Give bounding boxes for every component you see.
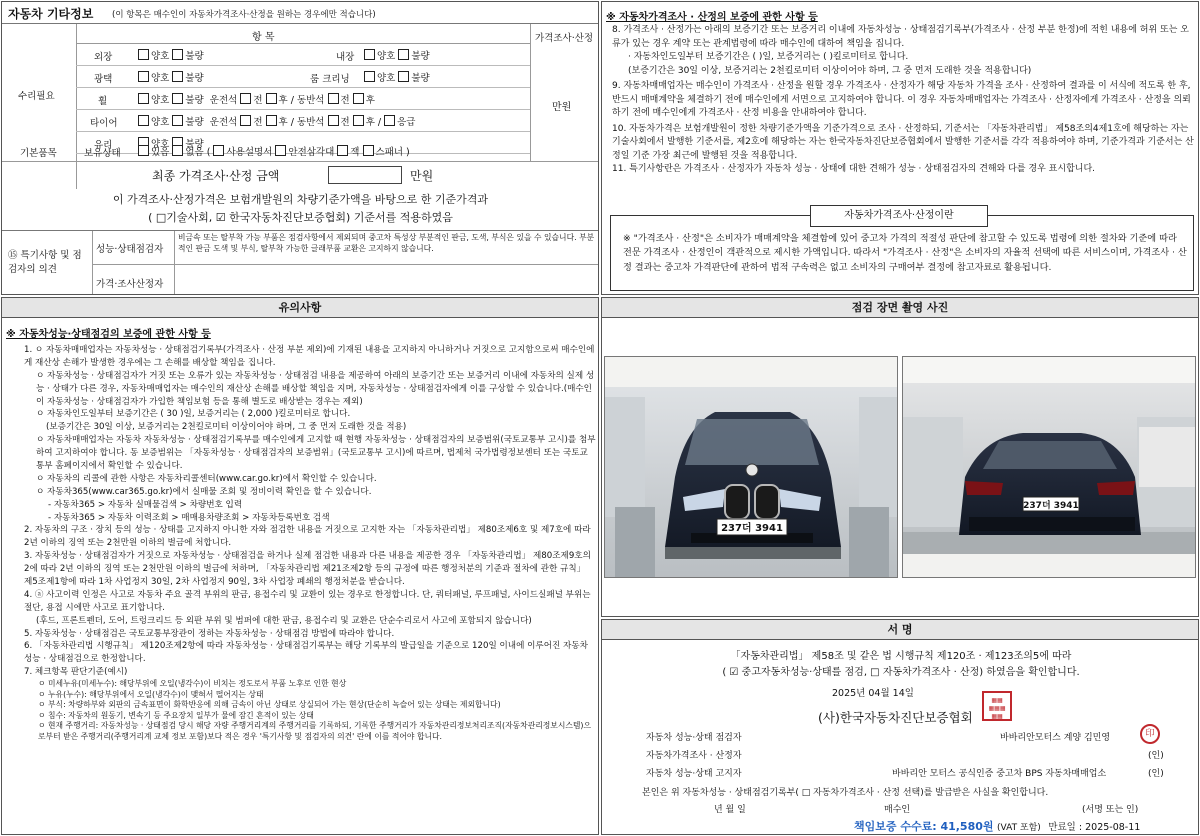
notice-item: 6. 「자동차관리법 시행규칙」 제120조제2항에 따라 자동차성능 · 상태점검기록부는 해당 기록부의 발급일을 기준으로 120일 이내에 이루어진 자동차 성능 · 상태점검으로 한정합니다. xyxy=(24,641,588,665)
notice-header: 유의사항 xyxy=(2,298,598,318)
basic-items-label: 기본품목 xyxy=(20,148,57,159)
row-label: 외장 xyxy=(94,52,113,63)
signer-row xyxy=(602,746,1199,764)
row-label: 광택 xyxy=(94,74,113,85)
inspector-opinion: 비금속 또는 탈부착 가능 부품은 점검사항에서 제외되며 중고차 특성상 부분적인 판금, 도색, 부식은 있을 수 있습니다. 부분적인 판금 도색 및 부식, 탈부착 가능한 글래부품 교환은 고지하지 않습니다. xyxy=(178,233,595,253)
checkbox-rear[interactable] xyxy=(353,93,364,104)
row-tire: 타이어 양호 불량 운전석 전 후 / 동반석 전 후 / 응급 xyxy=(76,110,530,132)
checkbox-bad[interactable] xyxy=(398,49,409,60)
signer-label: 자동차가격조사 · 산정자 xyxy=(646,751,742,761)
criteria-item: ㅇ 침수: 자동차의 원동기, 변속기 등 주요장치 일부가 물에 잠긴 흔적이 있는 상태 xyxy=(38,710,314,720)
row-gloss: 광택 양호 불량 룸 크리닝 양호 불량 xyxy=(76,66,530,88)
criteria-item: ㅇ 미세누유(미세누수): 해당부위에 오일(냉각수)이 비치는 정도로서 부품 노후로 인한 현상 xyxy=(38,679,347,689)
checkbox-rear[interactable] xyxy=(266,93,277,104)
signer-seal-mark: (인) xyxy=(1148,769,1164,779)
notice-item: ㅇ 자동차인도일부터 보증기간은 ( 30 )일, 보증거리는 ( 2,000 )킬로미터로 합니다. xyxy=(36,409,351,420)
column-header-price: 가격조사·산정 xyxy=(535,33,594,44)
photo-header: 점검 장면 촬영 사진 xyxy=(602,298,1198,318)
section-title xyxy=(2,2,599,24)
item-8: 8. 가격조사 · 산정가는 아래의 보증기간 또는 보증거리 이내에 자동차성능 · 상태점검기록부(가격조사 · 산정 부분 한정)에 적힌 내용에 허위 또는 오류가 있는 경우 계약 또는 관계법령에 따라 매수인에 대하여 책임을 집니다. xyxy=(612,25,1189,49)
checkbox-spanner[interactable] xyxy=(363,145,374,156)
checkbox-have[interactable] xyxy=(138,145,149,156)
panel-title: 자동차 기타정보 xyxy=(8,7,94,21)
association-name: (사)한국자동차진단보증협회 xyxy=(818,710,973,725)
criteria-item: ㅇ 부식: 차량하부와 외판의 금속표면이 화학반응에 의해 금속이 아닌 상태로 상실되어 가는 현상(단순히 녹슬어 있는 상태는 제외합니다) xyxy=(38,700,501,710)
item-9: 9. 자동차매매업자는 매수인이 가격조사 · 산정을 원할 경우 가격조사 · 산정자가 해당 자동차 가격을 조사 · 산정하여 결과를 이 서식에 적도록 한 후, 반드시 매매계약을 체결하기 전에 매수인에게 서면으로 고지하여야 합니다. 이 경우 자동차매매업자는 가격조사 · 산정자에게 가격조사 · 산정을 의뢰하기 전에 매수인에게 가격조사 · 산정 비용을 안내하여야 합니다. xyxy=(612,81,1191,118)
basis-line-1: 이 가격조사·산정가격은 보험개발원의 차량기준가액을 바탕으로 한 기준가격과 xyxy=(112,193,489,206)
criteria-list xyxy=(24,679,596,742)
row-basic-items: 기본품목 보유상태 있음 없음 ( 사용설명서 안전삼각대 잭 스패너 ) xyxy=(2,140,599,162)
association-seal: ▦▦ ▦▦▦ ▦▦ xyxy=(982,691,1012,721)
column-header-item: 항 목 xyxy=(252,32,275,43)
signer-label: 자동차 성능·상태 고지자 xyxy=(646,769,742,779)
row-label-2: 룸 크리닝 xyxy=(310,74,350,85)
item-10: 10. 자동차가격은 보험개발원이 정한 차량기준가액을 기준가격으로 조사 · 산정하되, 기준서는 「자동차관리법」 제58조의4제1호에 해당하는 자는 기술사회에서 발행한 기준서를, 제2호에 해당하는 자는 한국자동차진단보증협회에서 발행한 기준서를 각각 적용하여야 하며, 기준가격과 기준서는 산정일 기준 가장 최근에 발행된 것을 적용합니다. xyxy=(612,123,1194,161)
definition-text: ※ "가격조사 · 산정"은 소비자가 매매계약을 체결함에 있어 중고차 가격의 적절성 판단에 참고할 수 있도록 법령에 의한 절차와 기준에 따라 전문 가격조사 · 산정인이 객관적으로 제시한 가액입니다. 따라서 "가격조사 · 산정"은 소비자의 자율적 선택에 따른 서비스이며, 가격조사 · 산정 결과는 중고차 가격판단에 관하여 법적 구속력은 없고 소비자의 구매여부 결정에 참고자료로 활용됩니다. xyxy=(623,233,1187,273)
checkbox-manual[interactable] xyxy=(213,145,224,156)
checkbox-good[interactable] xyxy=(138,115,149,126)
checkbox-good[interactable] xyxy=(364,71,375,82)
guarantee-items xyxy=(612,24,1194,177)
checkbox-rear[interactable] xyxy=(353,115,364,126)
rear-license-plate: 237더 3941 xyxy=(1023,501,1079,511)
buyer-label: 매수인 xyxy=(884,805,911,815)
notice-item: 4. ⓐ 사고이력 인정은 사고로 자동차 주요 골격 부위의 판금, 용접수리 및 교환이 있는 경우로 한정합니다. 단, 쿼터패널, 루프패널, 사이드실패널 부위는 절단, 용접 시에만 사고로 표기합니다. xyxy=(24,589,591,613)
issue-date: 2025년 04월 14일 xyxy=(832,688,914,699)
vehicle-other-info-panel xyxy=(1,1,599,295)
confirmation-line: ( ☑ 중고자동차성능·상태를 점검, □ 자동차가격조사 · 산정) 하였음을 확인합니다. xyxy=(722,667,1080,678)
rear-car-photo xyxy=(902,356,1196,578)
checkbox-bad[interactable] xyxy=(172,115,183,126)
row-label: 휠 xyxy=(98,96,108,107)
final-price-row xyxy=(2,165,599,185)
signature-header: 서 명 xyxy=(602,620,1198,640)
checkbox-rear[interactable] xyxy=(266,115,277,126)
legal-basis-line: 「자동차관리법」 제58조 및 같은 법 시행규칙 제120조 · 제123조의5에 따라 xyxy=(730,651,1072,662)
signature-panel xyxy=(601,619,1199,835)
basis-line-2: ( □기술사회, ☑ 한국자동차진단보증협회) 기준서를 적용하였음 xyxy=(148,211,453,224)
inspection-photo-panel xyxy=(601,297,1199,617)
checkbox-emergency[interactable] xyxy=(384,115,395,126)
price-unit-label: 만원 xyxy=(552,102,572,113)
notice-item: 1. ㅇ 자동차매매업자는 자동차성능 · 상태점검기록부(가격조사 · 산정 부분 제외)에 기재된 내용을 고지하지 아니하거나 거짓으로 고지함으로써 매수인에게 재산상 손해가 발생한 경우에는 그 손해를 배상할 책임을 집니다. xyxy=(24,345,595,368)
checkbox-bad[interactable] xyxy=(398,71,409,82)
checkbox-good[interactable] xyxy=(138,49,149,60)
row-glass: 유리 양호 불량 xyxy=(76,132,530,154)
row-wheel: 휠 양호 불량 운전석 전 후 / 동반석 전 후 xyxy=(76,88,530,110)
panel-title: ※ 자동차가격조사 · 산정의 보증에 관한 사항 등 xyxy=(606,12,818,23)
checkbox-bad[interactable] xyxy=(172,71,183,82)
basic-items-sub: 보유상태 xyxy=(84,148,121,159)
checkbox-front[interactable] xyxy=(240,115,251,126)
signer-row xyxy=(602,728,1199,746)
checkbox-good[interactable] xyxy=(138,93,149,104)
signer-value: 바바리안모터스 계양 김민영 xyxy=(1000,733,1111,743)
notice-item: 5. 자동차성능 · 상태점검은 국토교통부장관이 정하는 자동차성능 · 상태점검 방법에 따라야 합니다. xyxy=(24,628,395,639)
guarantee-fee xyxy=(854,818,1140,834)
panel-note: (이 항목은 매수인이 자동차가격조사·산정을 원하는 경우에만 적습니다) xyxy=(112,10,376,20)
signer-seal-mark: (인) xyxy=(1148,751,1164,761)
signer-label: 자동차 성능·상태 점검자 xyxy=(646,733,742,743)
checkbox-jack[interactable] xyxy=(337,145,348,156)
final-price-input[interactable] xyxy=(328,166,402,184)
notice-item: 2. 자동차의 구조 · 장치 등의 성능 · 상태를 고지하지 아니한 자와 점검한 내용을 거짓으로 고지한 자는 「자동차관리법」 제80조제6호 및 제7호에 따라 2년 이하의 징역 또는 2천만원 이하의 벌금에 처합니다. xyxy=(24,525,591,549)
final-price-label: 최종 가격조사·산정 금액 xyxy=(152,169,280,183)
notice-panel xyxy=(1,297,599,835)
item-11: 11. 특기사항란은 가격조사 · 산정자가 자동차 성능 · 상태에 대한 견해가 성능 · 상태점검자의 견해와 다를 경우 표시합니다. xyxy=(612,164,1096,174)
appraiser-label: 가격·조사산정자 xyxy=(96,279,164,290)
notice-title: ※ 자동차성능·상태점검의 보증에 관한 사항 등 xyxy=(6,329,211,340)
notice-item: - 자동차365 > 자동차 실매물검색 > 차량번호 입력 xyxy=(48,499,243,510)
inspector-label: 성능·상태점검자 xyxy=(96,244,164,255)
fee-vat: (VAT 포함) xyxy=(997,823,1041,833)
inspector-seal: 印 xyxy=(1140,724,1160,744)
criteria-item: ㅇ 현재 주행거리: 자동차성능 · 상태점검 당시 해당 자량 주행거리계의 주행거리를 기록하되, 기록한 주행거리가 자동차관리정보처리조직(자동차관리정보시스템)으로부터 받은 주행거리(주행거리계 교체 정보 포함)보다 적은 경우 '특기사항 및 점검자의 의견' 란에 이를 적어야 합니다. xyxy=(38,721,591,741)
receipt-confirmation: 본인은 위 자동차성능 · 상태점검기록부( □ 자동차가격조사 · 산정 선택)를 발급받은 사실을 확인합니다. xyxy=(642,788,1049,798)
front-license-plate: 237더 3941 xyxy=(721,523,783,534)
notice-item: 3. 자동차성능 · 상태점검자가 거짓으로 자동차성능 · 상태점검을 하거나 실제 점검한 내용과 다른 내용을 제공한 경우 「자동차관리법」 제80조제9호의2에 따라 2년 이하의 징역 또는 2천만원 이하의 벌금에 처하며, 「자동차관리법 제21조제2항 등의 규정에 따른 행정처분의 기준과 절차에 관한 규칙」 제5조제1항에 따라 1차 사업정지 30일, 2차 사업정지 90일, 3차 사업장 폐쇄의 행정처분을 받습니다. xyxy=(24,551,591,588)
repair-needed-label: 수리필요 xyxy=(18,91,55,102)
checkbox-good[interactable] xyxy=(138,71,149,82)
notice-item: 7. 체크항목 판단기준(예시) xyxy=(24,667,128,678)
notice-item: ㅇ 자동차성능 · 상태점검자가 거짓 또는 오류가 있는 자동차성능 · 상태점검 내용을 제공하여 아래의 보증기간 또는 보증거리 이내에 자동차의 실제 성능 · 상태가 다른 경우, 자동차매매업자는 매수인의 재산상 손해를 배상할 책임을 지며, 자동차성능 · 상태점검자에게 이를 구상할 수 있습니다.(매수인이 자동차성능 · 상태점검자가 가입한 책임보험 등을 통해 별도로 배상받는 경우는 제외) xyxy=(36,370,595,407)
notice-item: ㅇ 자동차매매업자는 자동차 자동차성능 · 상태점검기록부를 매수인에게 고지할 때 현행 자동차성능 · 상태점검자의 보증범위(국토교통부 고시)를 첨부하여 고지하여야 합니다. 동 보증범위는 「자동차성능 · 상태점검자의 보증범위」(국토교통부 고시)에 따르며, 법제처 국가법령정보센터 또는 국토교통부 홈페이지에서 확인할 수 있습니다. xyxy=(36,435,596,472)
notice-item: (후드, 프론트펜더, 도어, 트렁크리드 등 외판 부위 및 범퍼에 대한 판금, 용접수리 및 교환은 단순수리로서 사고에 포함되지 않습니다) xyxy=(36,615,532,626)
checkbox-front[interactable] xyxy=(328,115,339,126)
item-8-note: (보증기간은 30일 이상, 보증거리는 2천킬로미터 이상이어야 하며, 그 중 먼저 도래한 것을 적용합니다) xyxy=(628,65,1032,76)
notice-item: (보증기간은 30일 이상, 보증거리는 2천킬로미터 이상이어야 하며, 그 중 먼저 도래한 것을 적용) xyxy=(46,422,407,433)
definition-box-title: 자동차가격조사·산정이란 xyxy=(810,205,988,227)
special-notes-label: ⑮ 특기사항 및 점검자의 의견 xyxy=(8,250,82,276)
checkbox-front[interactable] xyxy=(328,93,339,104)
buyer-signature: (서명 또는 인) xyxy=(1082,805,1139,815)
row-label: 유리 xyxy=(94,140,113,151)
final-price-unit: 만원 xyxy=(410,169,434,183)
receipt-date: 년 월 일 xyxy=(714,805,746,815)
checkbox-bad[interactable] xyxy=(172,49,183,60)
checkbox-none[interactable] xyxy=(172,145,183,156)
notice-item: - 자동차365 > 자동차 이력조회 > 매매용차량조회 > 자동차등록번호 검색 xyxy=(48,512,330,523)
fee-amount: 책임보증 수수료: 41,580원 xyxy=(854,820,994,833)
checkbox-good[interactable] xyxy=(364,49,375,60)
signer-row xyxy=(602,764,1199,782)
checkbox-bad[interactable] xyxy=(172,93,183,104)
expiry-date: 만료일 : 2025-08-11 xyxy=(1048,822,1141,833)
checkbox-front[interactable] xyxy=(240,93,251,104)
notice-item: ㅇ 자동차의 리콜에 관한 사항은 자동차리콜센터(www.car.go.kr)에서 확인할 수 있습니다. xyxy=(36,473,377,484)
criteria-item: ㅇ 누유(누수): 해당부위에서 오일(냉각수)이 맺혀서 떨어지는 상태 xyxy=(38,689,264,699)
row-label-2: 내장 xyxy=(336,52,355,63)
checkbox-triangle[interactable] xyxy=(275,145,286,156)
notice-item: ㅇ 자동차365(www.car365.go.kr)에서 실매물 조회 및 정비이력 확인을 할 수 있습니다. xyxy=(36,486,372,497)
notice-items xyxy=(24,344,596,742)
price-guarantee-panel xyxy=(601,1,1199,295)
front-car-photo xyxy=(604,356,898,578)
row-label: 타이어 xyxy=(90,118,118,129)
row-exterior: 외장 양호 불량 내장 양호 불량 xyxy=(76,44,530,66)
item-8-period: · 자동차인도일부터 보증기간은 ( )일, 보증거리는 ( )킬로미터로 합니다. xyxy=(628,52,909,62)
signer-value: 바바리안 모터스 공식인증 중고차 BPS 자동차매매업소 xyxy=(892,769,1107,779)
special-notes-section xyxy=(2,230,599,295)
